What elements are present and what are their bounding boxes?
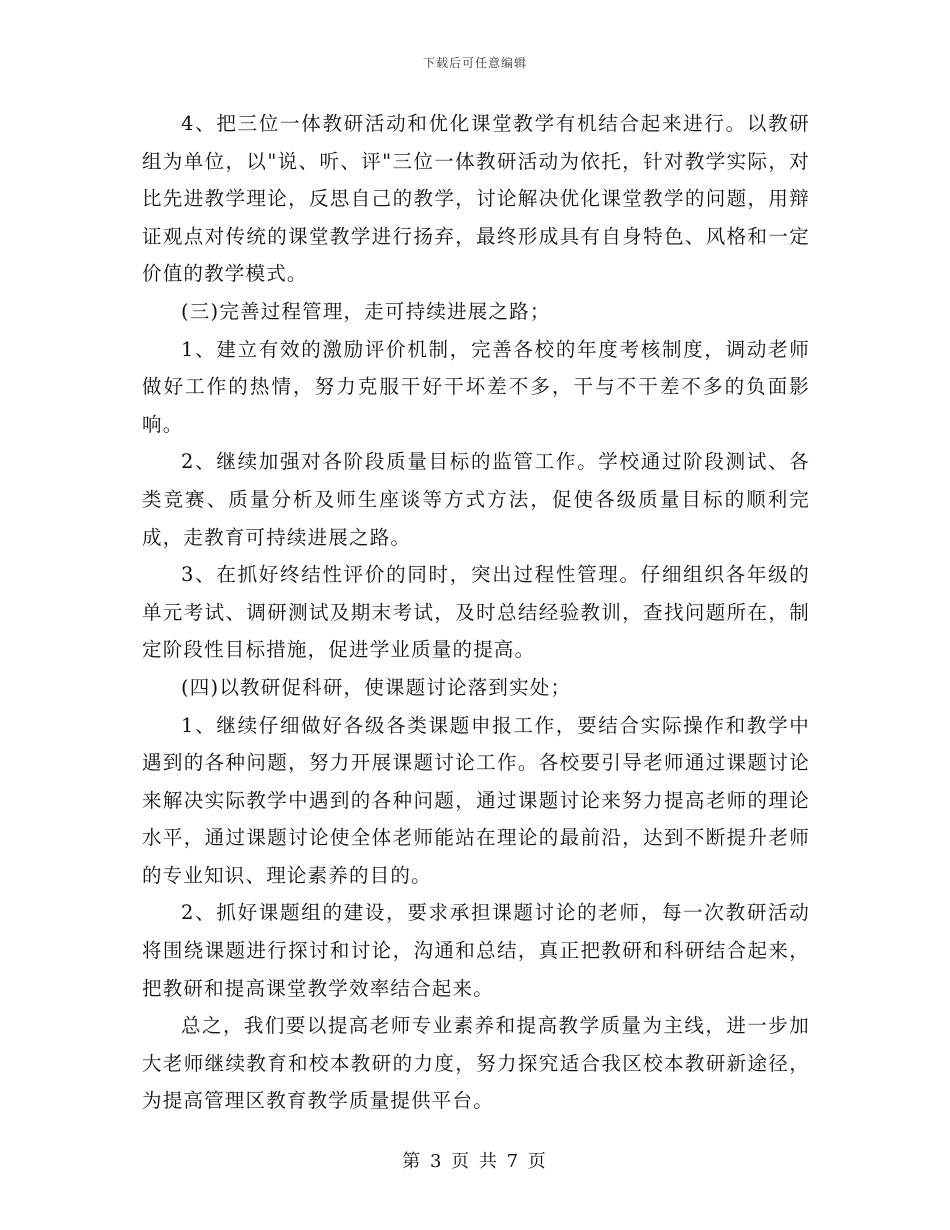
footer-total-pages: 7 bbox=[506, 1151, 521, 1172]
paragraph-teaching-mode: 4、把三位一体教研活动和优化课堂教学有机结合起来进行。以教研组为单位，以"说、听、评"三位一体教研活动为依托，针对教学实际，对比先进教学理论，反思自己的教学，讨论解决优化课堂教学的问题，用辩证观点对传统的课堂教学进行扬弃，最终形成具有自身特色、风格和一定价值的教学模式。 bbox=[142, 112, 810, 286]
section-heading-research: (四)以教研促科研，使课题讨论落到实处； bbox=[181, 675, 572, 699]
paragraph-process-evaluation: 3、在抓好终结性评价的同时，突出过程性管理。仔细组织各年级的单元考试、调研测试及期末考试，及时总结经验教训，查找问题所在，制定阶段性目标措施，促进学业质量的提高。 bbox=[142, 563, 810, 662]
footer-suffix: 页 bbox=[527, 1151, 548, 1172]
paragraph-conclusion: 总之，我们要以提高老师专业素养和提高教学质量为主线，进一步加大老师继续教育和校本教研的力度，努力探究适合我区校本教研新途径，为提高管理区教育教学质量提供平台。 bbox=[142, 1014, 810, 1113]
page-header: 下载后可任意编辑 bbox=[422, 56, 527, 70]
footer-middle: 页 共 bbox=[451, 1151, 499, 1172]
paragraph-quality-supervision: 2、继续加强对各阶段质量目标的监管工作。学校通过阶段测试、各类竞赛、质量分析及师生座谈等方式方法，促使各级质量目标的顺利完成，走教育可持续进展之路。 bbox=[142, 450, 810, 549]
footer-current-page: 3 bbox=[429, 1151, 444, 1172]
paragraph-project-application: 1、继续仔细做好各级各类课题申报工作，要结合实际操作和教学中遇到的各种问题，努力开展课题讨论工作。各校要引导老师通过课题讨论来解决实际教学中遇到的各种问题，通过课题讨论来努力提高老师的理论水平，通过课题讨论使全体老师能站在理论的最前沿，达到不断提升老师的专业知识、理论素养的目的。 bbox=[142, 713, 810, 887]
paragraph-incentive-mechanism: 1、建立有效的激励评价机制，完善各校的年度考核制度，调动老师做好工作的热情，努力克服干好干坏差不多，干与不干差不多的负面影响。 bbox=[142, 337, 810, 436]
footer-prefix: 第 bbox=[402, 1151, 423, 1172]
paragraph-project-group: 2、抓好课题组的建设，要求承担课题讨论的老师，每一次教研活动将围绕课题进行探讨和讨论，沟通和总结，真正把教研和科研结合起来，把教研和提高课堂教学效率结合起来。 bbox=[142, 901, 810, 1000]
page-footer bbox=[0, 1147, 950, 1173]
document-body bbox=[142, 105, 810, 1120]
section-heading-process-management: (三)完善过程管理，走可持续进展之路； bbox=[181, 299, 551, 323]
